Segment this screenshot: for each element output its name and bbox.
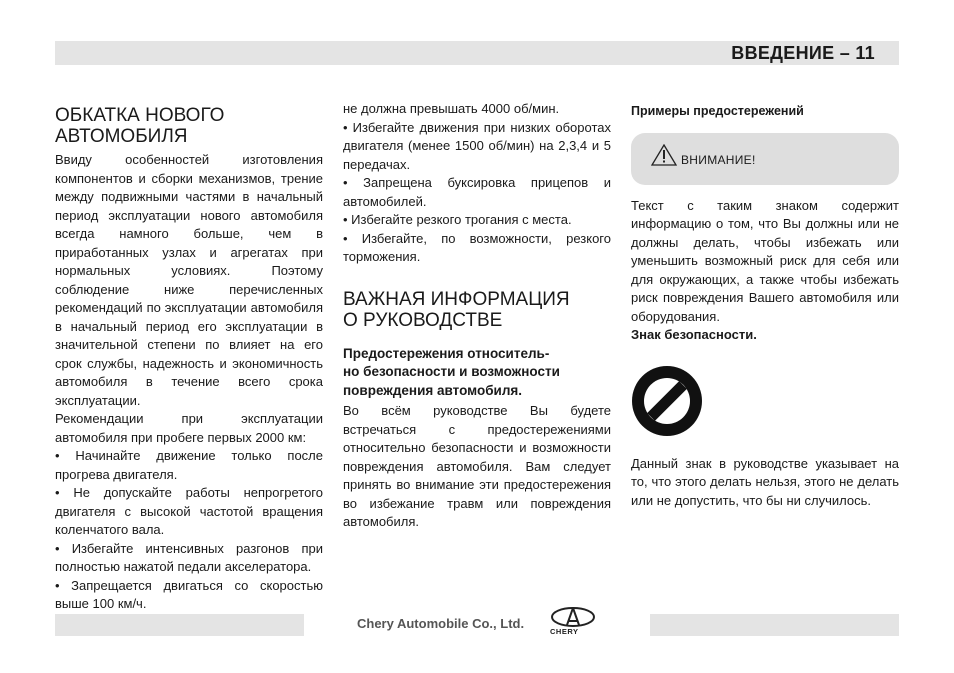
- subheading-line: Предостережения относитель-: [343, 345, 550, 361]
- heading-line: О РУКОВОДСТВЕ: [343, 309, 503, 331]
- prohibition-sign-icon: [631, 365, 703, 437]
- list-item: • Запрещается двигаться со скоростью выше 100 км/ч.: [55, 577, 323, 611]
- header-bar: [55, 41, 899, 65]
- section-heading-break-in: [55, 105, 323, 147]
- warning-label: ВНИМАНИЕ!: [681, 152, 756, 167]
- heading-line: ВАЖНАЯ ИНФОРМАЦИЯ: [343, 288, 570, 310]
- list-item: • Не допускайте работы непрогретого двигателя с высокой частотой вращения коленчатого вала.: [55, 485, 323, 537]
- logo-text: CHERY: [550, 627, 579, 636]
- paragraph: Во всём руководстве Вы будете встречаться с предостережениями относительно безопасности и возможности повреждения автомобиля. Вам следует принять во внимание эти предостережения во избежание травм или повреждения автомобиля.: [343, 403, 611, 529]
- column-right: [631, 100, 899, 510]
- paragraph: не должна превышать 4000 об/мин.: [343, 101, 560, 116]
- heading-line: ОБКАТКА НОВОГО: [55, 105, 225, 126]
- warning-box: [631, 133, 899, 185]
- list-item: • Избегайте интенсивных разгонов при полностью нажатой педали акселератора.: [55, 540, 323, 574]
- footer-bar-right: [650, 614, 899, 636]
- list-item: • Избегайте движения при низких оборотах двигателя (менее 1500 об/мин) на 2,3,4 и 5 передачах.: [343, 119, 611, 172]
- list-item: • Начинайте движение только после прогрева двигателя.: [55, 448, 323, 482]
- examples-title: Примеры предостережений: [631, 104, 804, 118]
- paragraph: Ввиду особенностей изготовления компонентов и сборки механизмов, трение между подвижными частями в начальный период эксплуатации нового автомобиля всегда намного больше, чем в приработанных узлах и агрегатах при нормальных условиях. Поэтому соблюдение ниже перечисленных рекомендаций по эксплуатации автомобиля в начальный период его эксплуатации в значительной степени по влияет на его срок службы, надежность и экономичность автомобиля в течение всего срока эксплуатации.: [55, 152, 323, 408]
- page-title: ВВЕДЕНИЕ – 11: [731, 43, 875, 63]
- column-left: [55, 100, 323, 632]
- footer-bar-left: [55, 614, 304, 636]
- heading-line: АВТОМОБИЛЯ: [55, 126, 188, 147]
- footer-company: Chery Automobile Co., Ltd.: [357, 616, 525, 631]
- list-item: • Избегайте, по возможности, резкого торможения.: [343, 230, 611, 264]
- safety-sign-label: Знак безопасности.: [631, 327, 757, 342]
- subheading: [343, 345, 611, 401]
- section-heading-manual-info: [343, 289, 611, 331]
- chery-logo-icon: [548, 606, 598, 638]
- paragraph: Текст с таким знаком содержит информацию о том, что Вы должны или не должны делать, чтобы избежать или уменьшить возможный риск для себя или для окружающих, а также чтобы избежать риск повреждения Вашего автомобиля или оборудования.: [631, 197, 899, 324]
- column-middle: [343, 100, 611, 532]
- list-item: • Избегайте резкого трогания с места.: [343, 212, 572, 227]
- paragraph: Рекомендации при эксплуатации автомобиля при пробеге первых 2000 км:: [55, 411, 323, 445]
- warning-triangle-icon: [651, 144, 677, 166]
- list-item: • Запрещена буксировка прицепов и автомобилей.: [343, 175, 611, 209]
- subheading-line: повреждения автомобиля.: [343, 382, 523, 398]
- paragraph: Данный знак в руководстве указывает на то, что этого делать нельзя, этого не делать или не допустить, что бы ни случилось.: [631, 455, 899, 508]
- subheading-line: но безопасности и возможности: [343, 364, 560, 379]
